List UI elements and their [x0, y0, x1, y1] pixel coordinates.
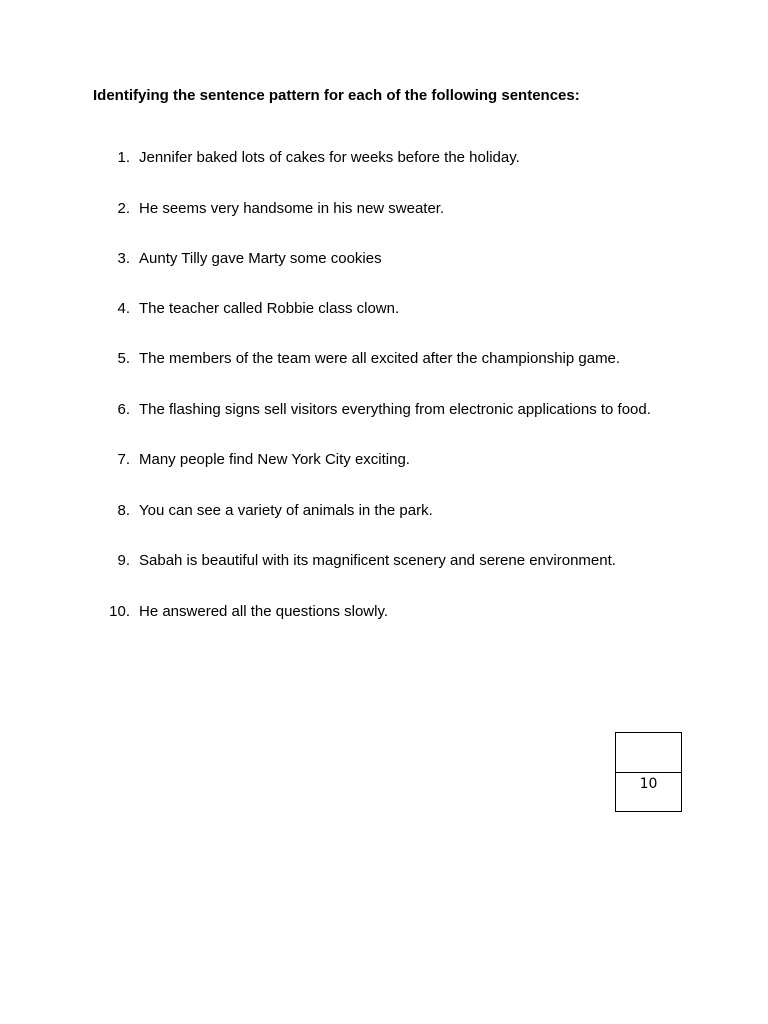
list-item [0, 400, 768, 420]
item-sentence: Jennifer baked lots of cakes for weeks before the holiday. [139, 149, 520, 166]
score-box [615, 732, 682, 812]
total-marks: 10 [639, 776, 658, 792]
item-number: 5. [117, 350, 130, 367]
item-sentence: He seems very handsome in his new sweater. [139, 200, 445, 217]
item-number: 6. [117, 401, 130, 418]
item-number: 2. [117, 200, 130, 217]
item-number: 9. [117, 552, 130, 569]
item-number: 7. [117, 451, 130, 468]
list-item [0, 501, 768, 521]
list-item [0, 349, 768, 369]
list-item [0, 199, 768, 219]
item-sentence: You can see a variety of animals in the park. [139, 502, 433, 519]
worksheet-heading: Identifying the sentence pattern for each of the following sentences: [93, 87, 580, 104]
item-number: 10. [109, 603, 130, 620]
item-sentence: Sabah is beautiful with its magnificent scenery and serene environment. [139, 552, 616, 569]
item-number: 8. [117, 502, 130, 519]
list-item [0, 551, 768, 571]
item-number: 1. [117, 149, 130, 166]
item-sentence: The teacher called Robbie class clown. [139, 300, 400, 317]
item-sentence: He answered all the questions slowly. [139, 603, 389, 620]
item-sentence: Aunty Tilly gave Marty some cookies [139, 250, 382, 267]
list-item [0, 299, 768, 319]
item-number: 3. [117, 250, 130, 267]
list-item [0, 249, 768, 269]
item-sentence: The flashing signs sell visitors everything from electronic applications to food. [139, 401, 651, 418]
list-item [0, 450, 768, 470]
item-sentence: Many people find New York City exciting. [139, 451, 410, 468]
item-number: 4. [117, 300, 130, 317]
list-item [0, 602, 768, 622]
item-sentence: The members of the team were all excited after the championship game. [139, 350, 621, 367]
list-item [0, 148, 768, 168]
score-cell [616, 733, 681, 773]
